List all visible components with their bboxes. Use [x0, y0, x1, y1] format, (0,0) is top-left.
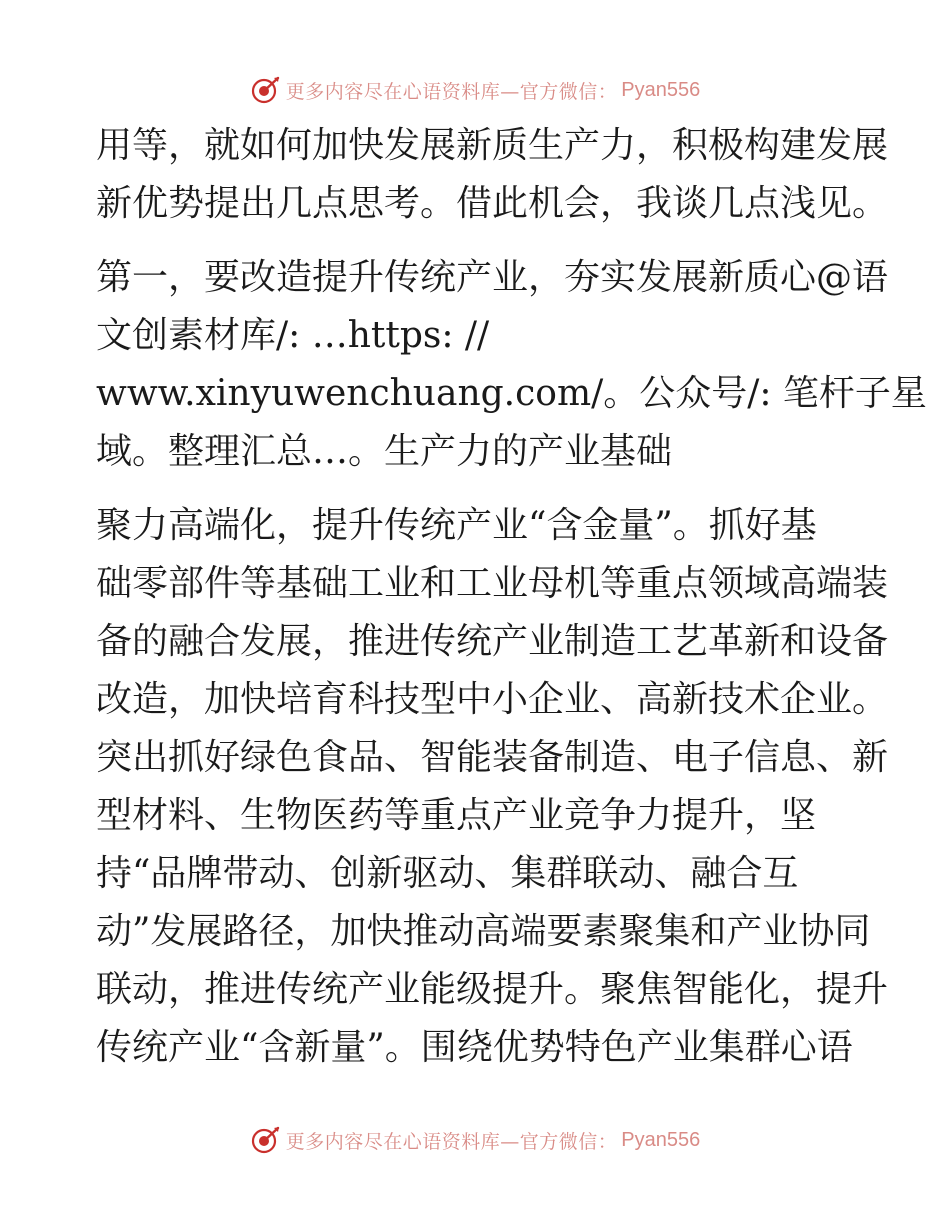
- text-line: 聚力高端化，提升传统产业“含金量”。抓好基: [96, 505, 817, 546]
- paragraph-1: [96, 117, 889, 233]
- paragraph-3: [96, 497, 889, 1077]
- text-line: 础零部件等基础工业和工业母机等重点领域高端装: [96, 563, 889, 604]
- banner-wechat-id: Pyan556: [621, 1128, 701, 1151]
- text-line: www.xinyuwenchuang.com/。公众号/: 笔杆子星: [96, 373, 927, 414]
- document-body: [96, 117, 927, 1077]
- pen-logo-icon: [250, 74, 282, 106]
- text-line: 突出抓好绿色食品、智能装备制造、电子信息、新: [96, 737, 889, 778]
- text-line: 改造，加快培育科技型中小企业、高新技术企业。: [96, 679, 889, 720]
- text-line: 动”发展路径，加快推动高端要素聚集和产业协同: [96, 911, 871, 952]
- text-line: 文创素材库/: …https: //: [96, 315, 490, 356]
- paragraph-2: [96, 249, 927, 481]
- pen-logo-icon: [250, 1124, 282, 1156]
- text-line: 持“品牌带动、创新驱动、集群联动、融合互: [96, 853, 799, 894]
- text-line: 域。整理汇总…。生产力的产业基础: [96, 431, 673, 472]
- text-line: 第一，要改造提升传统产业，夯实发展新质心@语: [96, 257, 889, 298]
- banner-wechat-id: Pyan556: [621, 78, 701, 101]
- text-line: 联动，推进传统产业能级提升。聚焦智能化，提升: [96, 969, 889, 1010]
- footer-watermark: [0, 1120, 950, 1160]
- text-line: 传统产业“含新量”。围绕优势特色产业集群心语: [96, 1027, 853, 1068]
- text-line: 型材料、生物医药等重点产业竞争力提升，坚: [96, 795, 817, 836]
- banner-text: 更多内容尽在心语资料库—官方微信：: [285, 1130, 618, 1153]
- text-line: 备的融合发展，推进传统产业制造工艺革新和设备: [96, 621, 889, 662]
- header-watermark: [0, 70, 950, 110]
- banner-text: 更多内容尽在心语资料库—官方微信：: [285, 80, 618, 103]
- text-line: 用等，就如何加快发展新质生产力，积极构建发展: [96, 125, 889, 166]
- text-line: 新优势提出几点思考。借此机会，我谈几点浅见。: [96, 183, 889, 224]
